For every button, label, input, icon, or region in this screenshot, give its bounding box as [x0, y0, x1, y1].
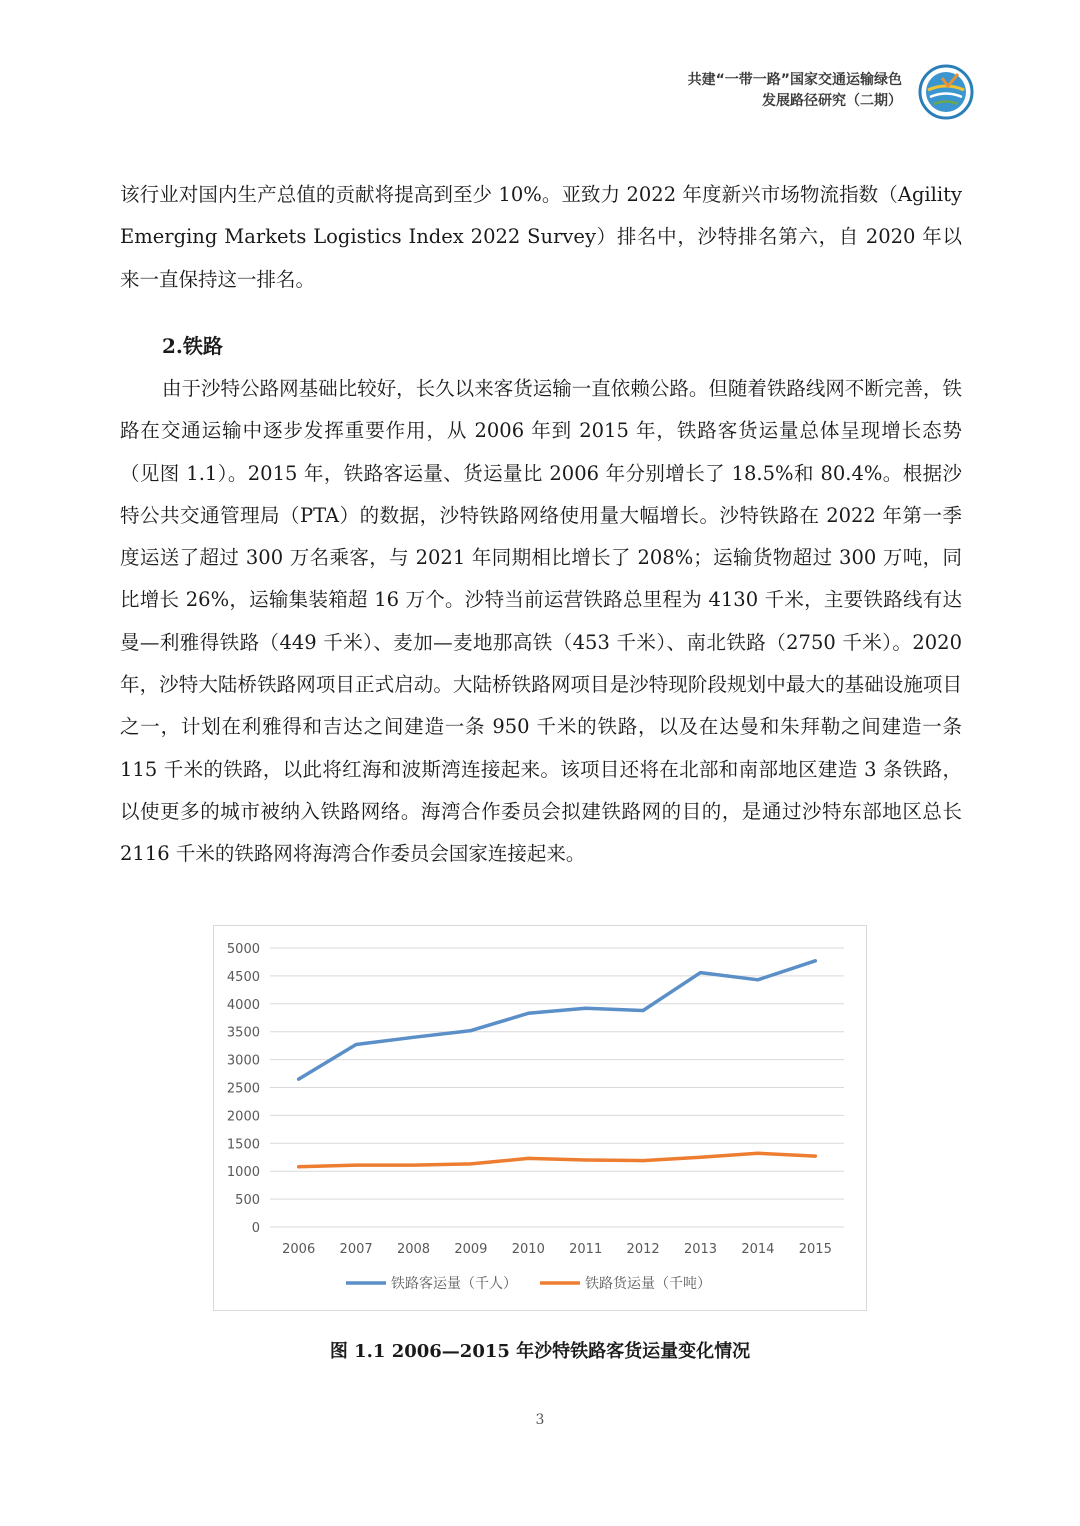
chart-frame [213, 925, 867, 1311]
data-point [297, 1078, 300, 1081]
y-tick-label: 3000 [226, 1053, 260, 1069]
x-tick-label: 2012 [626, 1242, 660, 1257]
running-header-line2: 发展路径研究（二期） [762, 93, 902, 109]
y-tick-label: 3500 [226, 1025, 260, 1041]
data-point [642, 1159, 645, 1162]
legend-label-1: 铁路客运量（千人） [391, 1276, 517, 1292]
data-point [584, 1158, 587, 1161]
series-line-1 [299, 961, 816, 1079]
y-tick-label: 2000 [226, 1109, 260, 1125]
page-number: 3 [535, 1412, 545, 1428]
data-point [814, 959, 817, 962]
y-tick-label: 5000 [226, 942, 260, 957]
y-tick-label: 0 [251, 1221, 260, 1236]
data-point [469, 1029, 472, 1032]
x-tick-label: 2010 [511, 1242, 545, 1257]
y-tick-label: 2500 [226, 1081, 260, 1097]
data-point [355, 1043, 358, 1046]
y-tick-label: 1000 [226, 1165, 260, 1181]
running-header [688, 70, 902, 112]
x-tick-label: 2013 [683, 1242, 718, 1257]
section-heading-railway: 2.铁路 [162, 334, 223, 358]
x-tick-label: 2014 [741, 1242, 775, 1257]
data-point [699, 971, 702, 974]
data-point [355, 1163, 358, 1166]
x-tick-label: 2011 [569, 1242, 603, 1257]
y-tick-label: 4500 [226, 969, 260, 985]
data-point [642, 1009, 645, 1012]
belt-road-logo [918, 64, 974, 120]
y-tick-label: 4000 [226, 997, 260, 1013]
x-tick-label: 2007 [339, 1242, 373, 1257]
y-tick-label: 500 [235, 1193, 260, 1209]
data-point [469, 1162, 472, 1165]
paragraph-railway: 由于沙特公路网基础比较好，长久以来客货运输一直依赖公路。但随着铁路线网不断完善，铁路在交通运输中逐步发挥重要作用，从 2006 年到 2015 年，铁路客货运量总体呈现增长态势（见图 1.1）。2015 年，铁路客运量、货运量比 2006 年分别增长了 18.5%和 80.4%。根据沙特公共交通管理局（PTA）的数据，沙特铁路网络使用量大幅增长。沙特铁路在 2022 年第一季度运送了超过 300 万名乘客，与 2021 年同期相比增长了 208%；运输货物超过 300 万吨，同比增长 26%，运输集装箱超 16 万个。沙特当前运营铁路总里程为 4130 千米，主要铁路线有达曼—利雅得铁路（449 千米）、麦加—麦地那高铁（453 千米）、南北铁路（2750 千米）。2020 年，沙特大陆桥铁路网项目正式启动。大陆桥铁路网项目是沙特现阶段规划中最大的基础设施项目之一，计划在利雅得和吉达之间建造一条 950 千米的铁路，以及在达曼和朱拜勒之间建造一条 115 千米的铁路，以此将红海和波斯湾连接起来。该项目还将在北部和南部地区建造 3 条铁路，以使更多的城市被纳入铁路网络。海湾合作委员会拟建铁路网的目的，是通过沙特东部地区总长 2116 千米的铁路网将海湾合作委员会国家连接起来。 [120, 377, 962, 866]
paragraph-logistics-index: 该行业对国内生产总值的贡献将提高到至少 10%。亚致力 2022 年度新兴市场物流指数（Agility Emerging Markets Logistics Index 2022 Survey）排名中，沙特排名第六，自 2020 年以来一直保持这一排名。 [120, 183, 962, 291]
data-point [527, 1012, 530, 1015]
series-line-2 [299, 1153, 816, 1166]
data-point [756, 978, 759, 981]
y-tick-label: 1500 [226, 1137, 260, 1153]
data-point [814, 1155, 817, 1158]
x-tick-label: 2008 [396, 1242, 431, 1257]
data-point [699, 1156, 702, 1159]
figure-caption: 图 1.1 2006—2015 年沙特铁路客货运量变化情况 [329, 1341, 751, 1362]
railway-volume-line-chart [214, 926, 866, 1310]
legend-label-2: 铁路货运量（千吨） [585, 1276, 711, 1292]
data-point [412, 1036, 415, 1039]
running-header-line1: 共建“一带一路”国家交通运输绿色 [687, 72, 902, 88]
x-tick-label: 2006 [282, 1242, 316, 1257]
data-point [412, 1163, 415, 1166]
data-point [527, 1157, 530, 1160]
data-point [297, 1165, 300, 1168]
data-point [584, 1007, 587, 1010]
data-point [756, 1152, 759, 1155]
x-tick-label: 2015 [798, 1242, 832, 1257]
x-tick-label: 2009 [454, 1242, 488, 1257]
